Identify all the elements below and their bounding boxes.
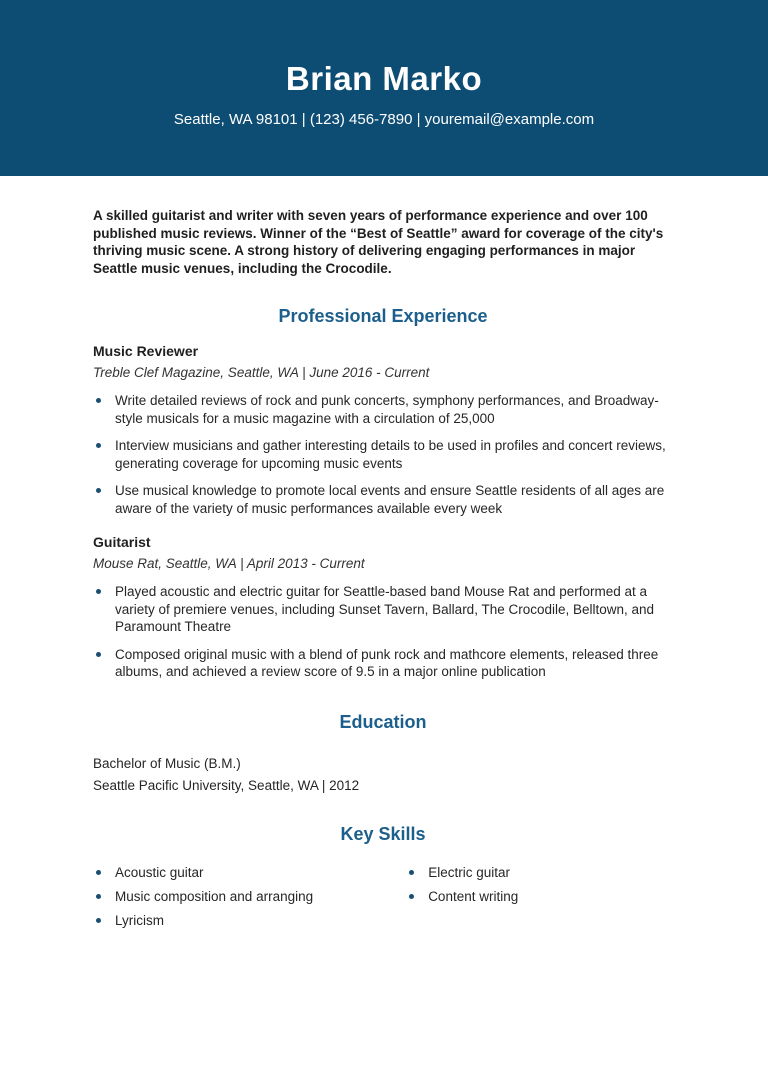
job-entry-music-reviewer [93,342,673,517]
bullet-item: Played acoustic and electric guitar for Seattle-based band Mouse Rat and performed at a variety of premiere venues, including Sunset Tavern, Ballard, The Crocodile, Belltown, and Paramount Theatre [93,583,673,636]
skill-item: Music composition and arranging [93,888,406,905]
candidate-name: Brian Marko [285,60,483,97]
bullet-item: Use musical knowledge to promote local events and ensure Seattle residents of all ages are aware of the variety of music performances available every week [93,482,673,517]
contact-line: Seattle, WA 98101 | (123) 456-7890 | youremail@example.com [173,111,595,128]
job-title: Guitarist [93,534,151,550]
resume-body [0,207,768,996]
section-heading-education: Education [339,711,427,732]
education-degree: Bachelor of Music (B.M.) [93,755,241,771]
skill-item: Acoustic guitar [93,864,406,881]
experience-section [93,342,673,681]
education-section [93,753,673,797]
skills-section [93,864,673,936]
job-entry-guitarist [93,533,673,681]
bullet-item: Composed original music with a blend of punk rock and mathcore elements, released three albums, and achieved a review score of 9.5 in a major online publication [93,646,673,681]
job-bullet-list [93,583,673,681]
skill-item: Electric guitar [406,864,673,881]
skills-column-right [406,864,673,936]
skill-item: Content writing [406,888,673,905]
skills-column-left [93,864,406,936]
bullet-item: Write detailed reviews of rock and punk concerts, symphony performances, and Broadway-style musicals for a music magazine with a circulation of 25,000 [93,392,673,427]
section-heading-experience: Professional Experience [278,306,488,326]
job-meta: Mouse Rat, Seattle, WA | April 2013 - Current [93,556,365,571]
job-bullet-list [93,392,673,517]
skill-item: Lyricism [93,912,406,929]
bullet-item: Interview musicians and gather interesting details to be used in profiles and concert reviews, generating coverage for upcoming music events [93,437,673,472]
section-heading-key-skills: Key Skills [340,823,426,844]
education-school: Seattle Pacific University, Seattle, WA | 2012 [93,777,360,793]
summary-paragraph: A skilled guitarist and writer with seven years of performance experience and over 100 published music reviews. Winner of the “Best of Seattle” award for coverage of the city's thriving music scene. A strong history of delivering engaging performances in major Seattle music venues, including the Crocodile. [93,208,664,276]
job-meta: Treble Clef Magazine, Seattle, WA | June 2016 - Current [93,365,430,380]
resume-header [0,0,768,176]
job-title: Music Reviewer [93,343,199,359]
